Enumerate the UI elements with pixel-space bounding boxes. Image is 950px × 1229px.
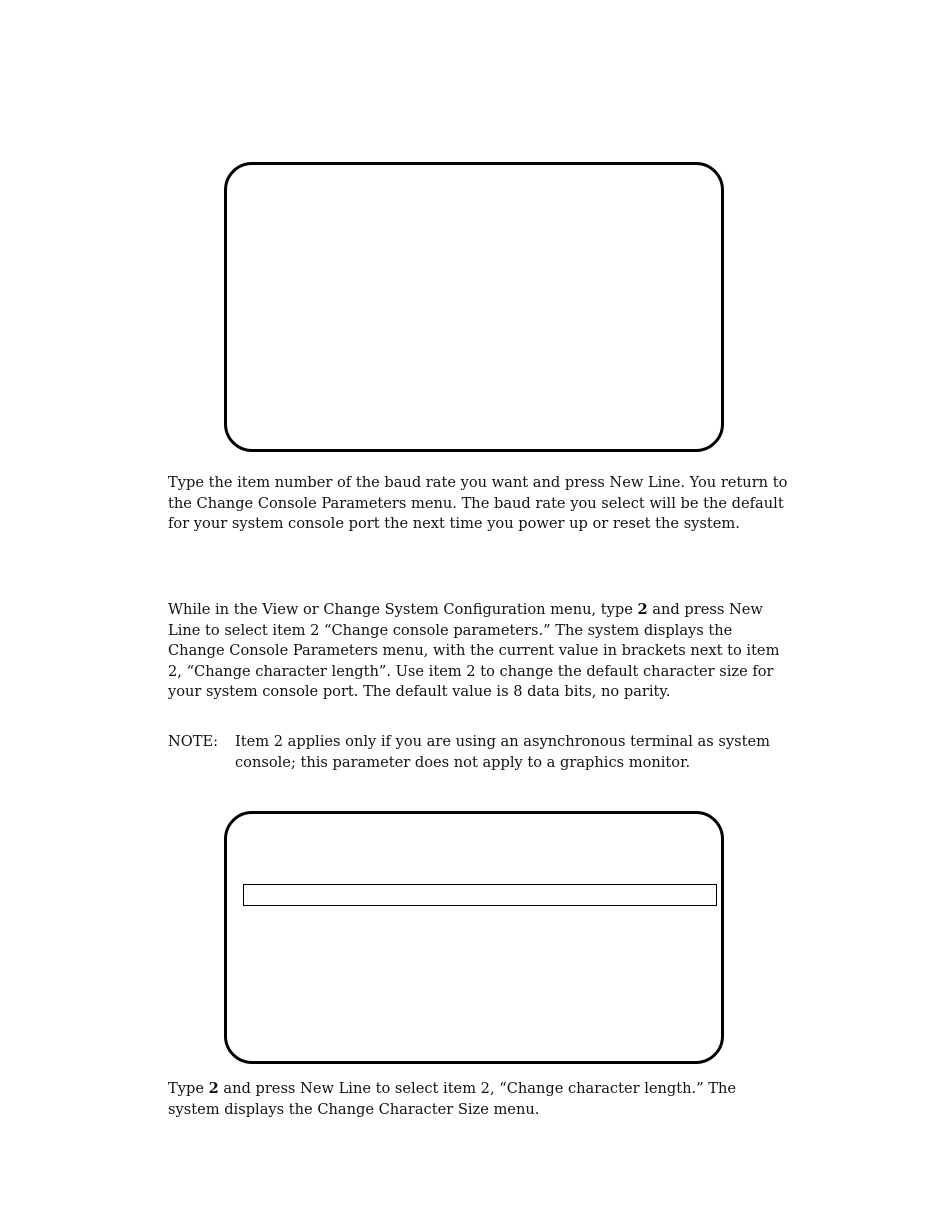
baud-rate-instructions: Type the item number of the baud rate you want and press New Line. You return to the Change Console Parameters menu. The baud rate you select will be the default for your system console port the next time you power up or reset the system. [168,474,788,532]
type-2-instructions [168,1079,788,1120]
note-text: Item 2 applies only if you are using an asynchronous terminal as system console; this parameter does not apply to a graphics monitor. [235,733,770,771]
console-parameters-intro [168,600,788,703]
type2-key-2: 2 [208,1080,219,1097]
type2-text-start: Type [168,1080,209,1097]
type2-text-end: and press New Line to select item 2, “Change character length.” The system displays the Change Character Size menu. [168,1080,737,1118]
note-label: NOTE: [168,733,219,750]
intro-text-end: and press New Line to select item 2 “Change console parameters.” The system displays the Change Console Parameters menu, with the current value in brackets next to item 2, “Change character length”. Use item 2 to change the default character size for your system console port. The default value is 8 data bits, no parity. [168,601,780,700]
intro-text-start: While in the View or Change System Configuration menu, type [168,601,638,618]
note-block [168,732,788,773]
selected-menu-item-highlight [243,884,717,906]
console-parameters-menu-screen [224,811,724,1064]
baud-rate-menu-screen [224,162,724,452]
intro-key-2: 2 [637,601,648,618]
